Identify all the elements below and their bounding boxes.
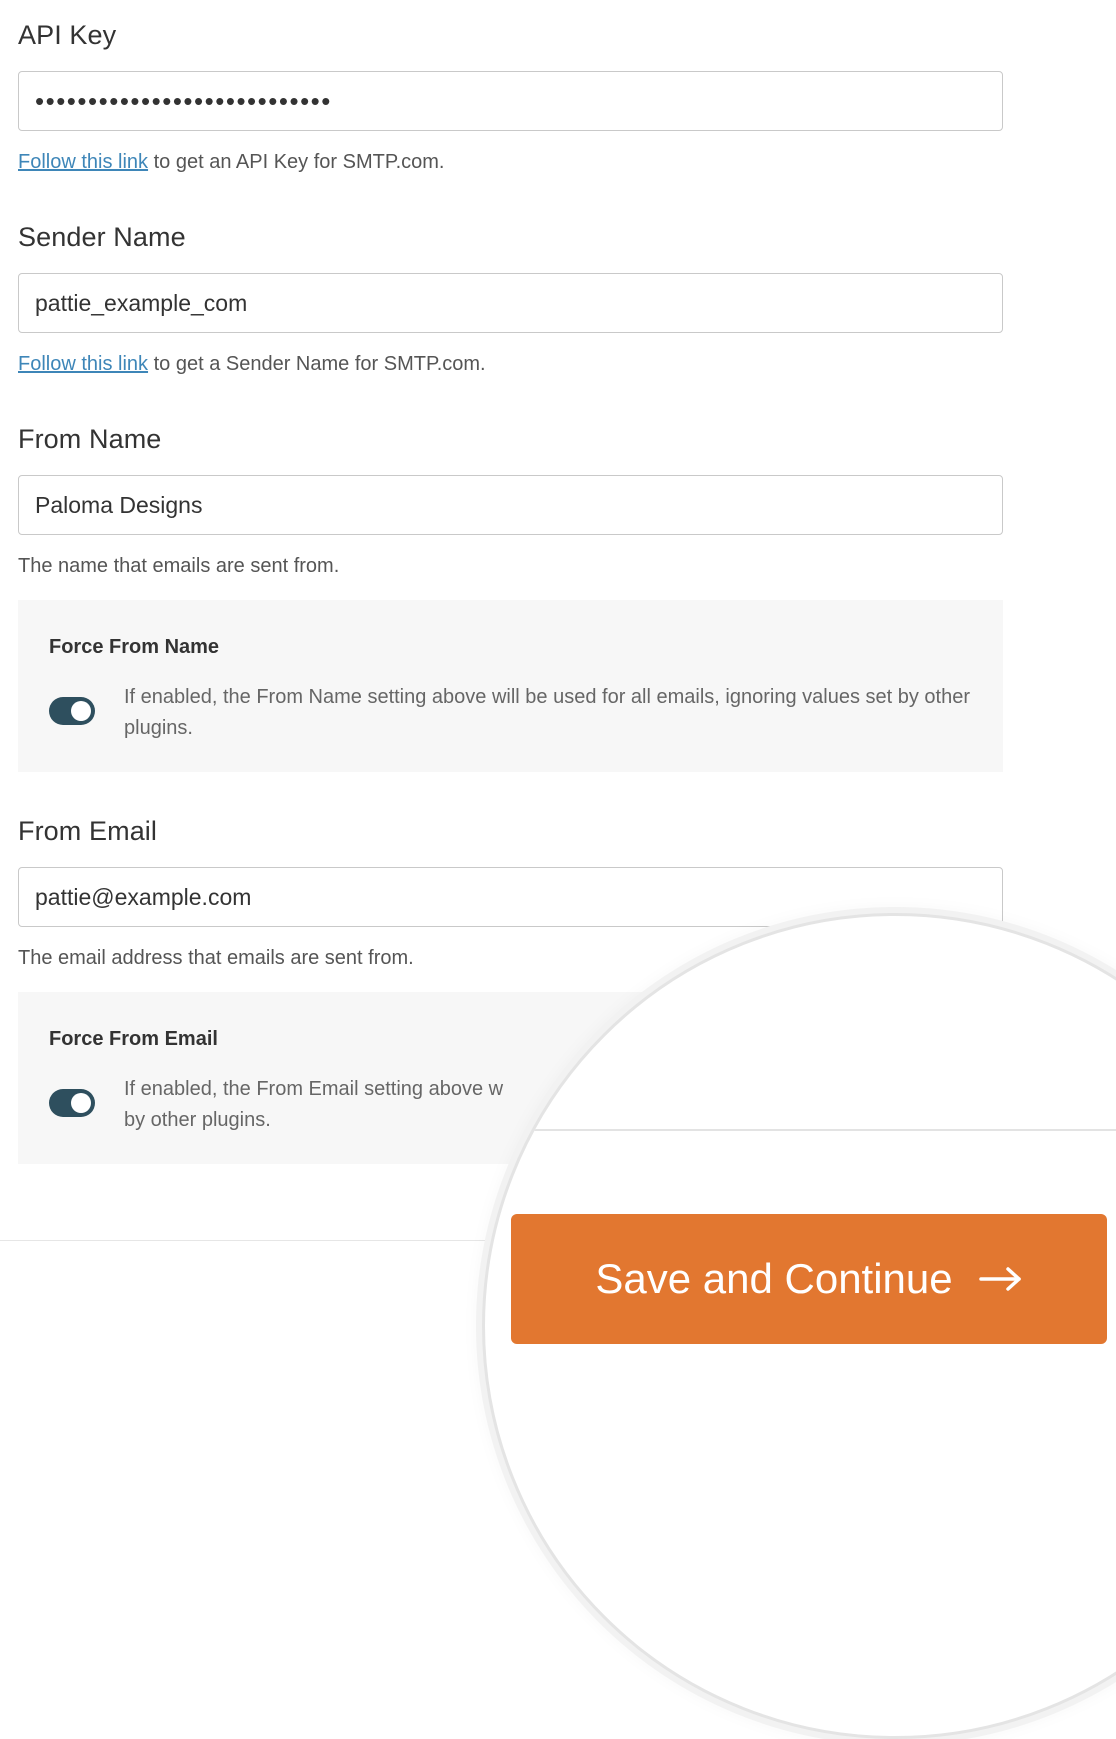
from-name-help: The name that emails are sent from. [18, 555, 340, 577]
from-name-input[interactable] [18, 475, 1003, 535]
from-email-help: The email address that emails are sent from. [18, 947, 414, 969]
toggle-knob [71, 701, 91, 721]
force-from-name-toggle[interactable] [49, 697, 95, 725]
sender-name-help [18, 353, 486, 376]
sender-name-input[interactable] [18, 273, 1003, 333]
force-from-email-description: If enabled, the From Email setting above w by other plugins. [124, 1078, 504, 1131]
magnified-divider [485, 1129, 1116, 1131]
toggle-knob [71, 1093, 91, 1113]
api-key-help [18, 151, 444, 174]
force-from-name-title: Force From Name [49, 636, 220, 658]
sender-name-help-text: to get a Sender Name for SMTP.com. [148, 353, 486, 375]
api-key-label: API Key [18, 20, 117, 50]
api-key-input[interactable] [18, 71, 1003, 131]
force-from-email-toggle[interactable] [49, 1089, 95, 1117]
sender-name-help-link[interactable]: Follow this link [18, 353, 149, 375]
force-from-name-description: If enabled, the From Name setting above will be used for all emails, ignoring values set by other plugins. [124, 686, 970, 739]
from-name-label: From Name [18, 424, 162, 454]
save-button-label: Save and Continue [595, 1255, 953, 1302]
from-email-label: From Email [18, 816, 158, 846]
save-and-continue-button[interactable] [511, 1214, 1107, 1344]
arrow-right-icon [979, 1264, 1023, 1294]
force-from-email-title: Force From Email [49, 1028, 218, 1050]
force-from-name-panel [18, 600, 1003, 772]
api-key-help-link[interactable]: Follow this link [18, 151, 149, 173]
sender-name-label: Sender Name [18, 222, 186, 252]
api-key-help-text: to get an API Key for SMTP.com. [148, 151, 445, 173]
